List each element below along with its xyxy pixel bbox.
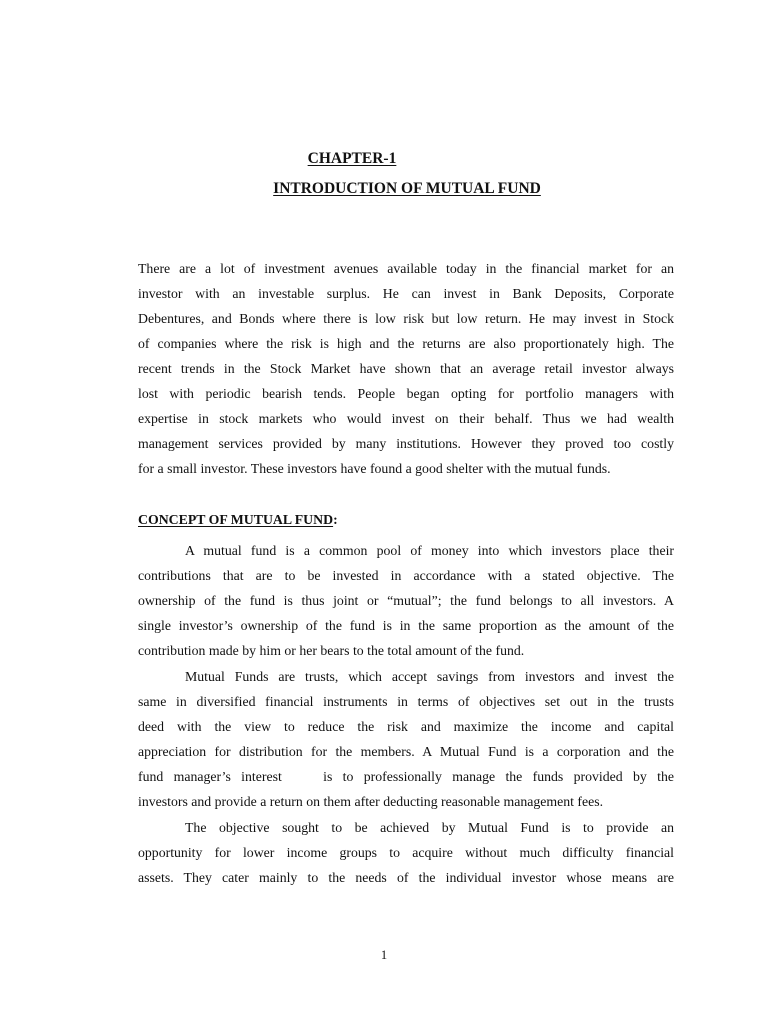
paragraph2-line: Mutual Funds are trusts, which accept savings from investors and invest the [185,669,674,684]
section-heading [138,511,338,529]
paragraph1-line: contributions that are to be invested in accordance with a stated objective. The [138,568,674,583]
paragraph1-line: A mutual fund is a common pool of money into which investors place their [185,543,674,558]
paragraph1-line: contribution made by him or her bears to the total amount of the fund. [138,643,525,658]
intro-line: lost with periodic bearish tends. People began opting for portfolio managers with [138,386,674,401]
intro-line: expertise in stock markets who would invest on their behalf. Thus we had wealth [138,411,674,426]
paragraph3-line: opportunity for lower income groups to acquire without much difficulty financial [138,845,674,860]
page-number: 1 [380,948,388,962]
paragraph2-line: investors and provide a return on them after deducting reasonable management fees. [138,794,604,809]
intro-line: There are a lot of investment avenues available today in the financial market for an [138,261,674,276]
chapter-title: INTRODUCTION OF MUTUAL FUND [273,180,541,197]
paragraph2-line: deed with the view to reduce the risk and maximize the income and capital [138,719,674,734]
section-heading-text: CONCEPT OF MUTUAL FUND [138,512,334,527]
paragraph2-line: fund manager’s interest is to professionally manage the funds provided by the [138,769,674,784]
paragraph3-line: assets. They cater mainly to the needs of the individual investor whose means are [138,870,674,885]
intro-line: recent trends in the Stock Market have shown that an average retail investor always [138,361,674,376]
intro-line: for a small investor. These investors have found a good shelter with the mutual funds. [138,461,611,476]
intro-line: investor with an investable surplus. He can invest in Bank Deposits, Corporate [138,286,674,301]
paragraph2-line: same in diversified financial instruments in terms of objectives set out in the trusts [138,694,674,709]
paragraph1-line: ownership of the fund is thus joint or “mutual”; the fund belongs to all investors. A [138,593,674,608]
paragraph2-line: appreciation for distribution for the members. A Mutual Fund is a corporation and the [138,744,674,759]
intro-line: Debentures, and Bonds where there is low risk but low return. He may invest in Stock [138,311,674,326]
section-heading-colon: : [333,512,338,527]
paragraph3-line: The objective sought to be achieved by Mutual Fund is to provide an [185,820,674,835]
intro-line: of companies where the risk is high and the returns are also proportionately high. The [138,336,674,351]
intro-line: management services provided by many institutions. However they proved too costly [138,436,674,451]
paragraph1-line: single investor’s ownership of the fund is in the same proportion as the amount of the [138,618,674,633]
chapter-label: CHAPTER-1 [307,150,397,167]
